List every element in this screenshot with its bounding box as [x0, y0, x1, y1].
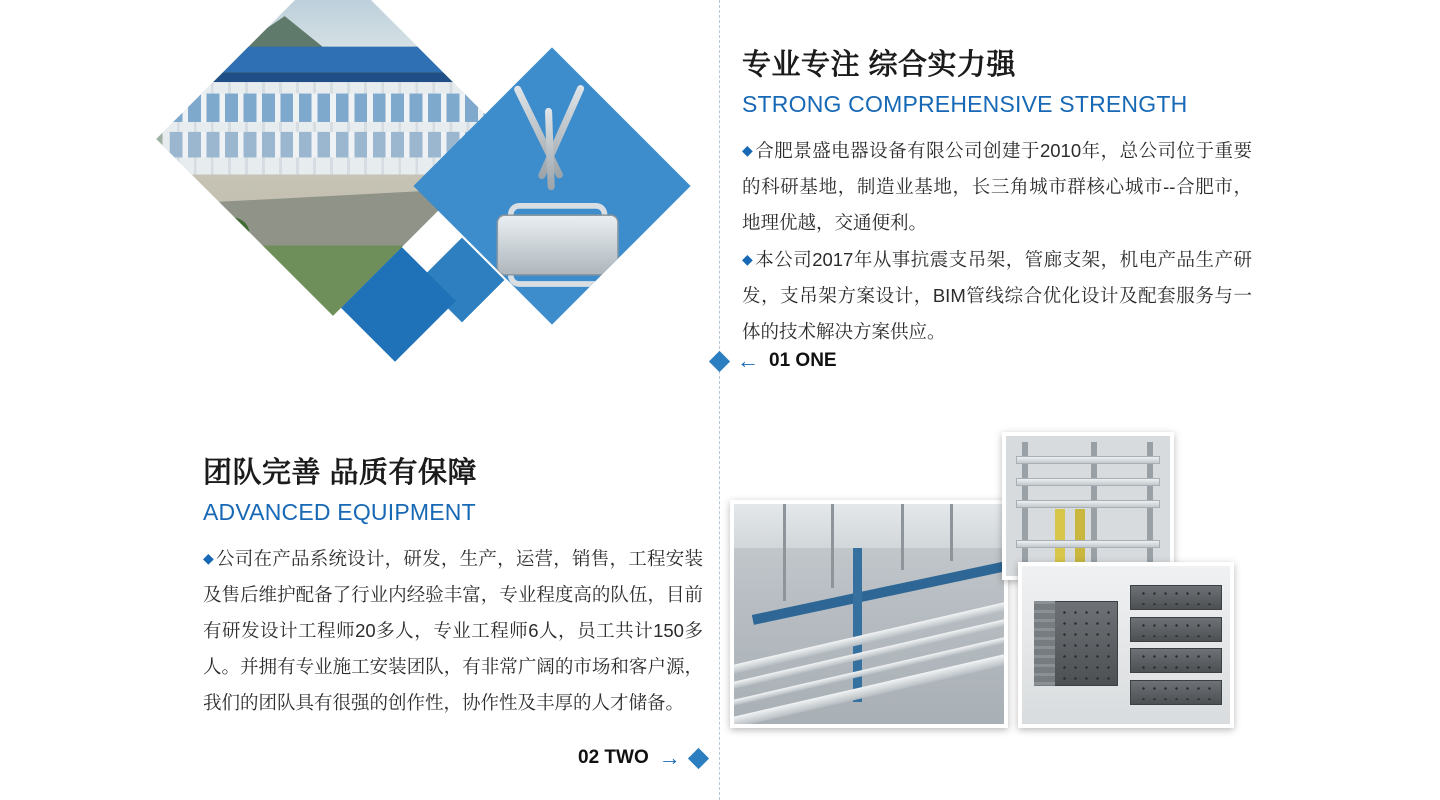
- arrow-right-icon: →: [658, 745, 681, 770]
- section-two-paragraphs: [203, 540, 703, 721]
- cable-tray-stack-photo: [1018, 562, 1234, 728]
- section-two-marker-label: 02 TWO: [578, 747, 649, 768]
- arrow-left-icon: ←: [737, 348, 759, 373]
- section-one-subtitle: STRONG COMPREHENSIVE STRENGTH: [742, 91, 1188, 117]
- section-two-paragraph-1: 公司在产品系统设计，研发，生产，运营，销售，工程安装及售后维护配备了行业内经验丰富，专业程度高的队伍，目前有研发设计工程师20多人，专业工程师6人，员工共计150多人。并拥有专业施工安装团队，有非常广阔的市场和客户源，我们的团队具有很强的创作性，协作性及丰厚的人才储备。: [203, 548, 703, 713]
- cable-rack-photo: [1002, 432, 1174, 580]
- section-one-image-group: [200, 10, 710, 400]
- center-dashed-divider: [719, 0, 720, 800]
- section-one-paragraph-2: 本公司2017年从事抗震支吊架，管廊支架，机电产品生产研发，支吊架方案设计，BIM管线综合优化设计及配套服务与一体的技术解决方案供应。: [742, 249, 1252, 342]
- section-one-paragraphs: [742, 132, 1252, 350]
- diamond-dot-icon: [688, 747, 709, 768]
- diamond-dot-icon: [709, 350, 730, 371]
- section-two-image-group: [730, 432, 1240, 728]
- section-two-text-block: [203, 450, 703, 721]
- section-one-marker: [712, 350, 837, 372]
- installed-pipe-support-photo: [730, 500, 1008, 728]
- section-one-paragraph-1: 合肥景盛电器设备有限公司创建于2010年，总公司位于重要的科研基地，制造业基地，长三角城市群核心城市--合肥市，地理优越，交通便利。: [742, 140, 1252, 233]
- section-two-title: 团队完善 品质有保障: [203, 457, 478, 489]
- section-two-marker: [578, 747, 706, 769]
- bullet-diamond-icon: ◆: [203, 550, 215, 566]
- section-one-title: 专业专注 综合实力强: [742, 49, 1017, 81]
- section-two-subtitle: ADVANCED EQUIPMENT: [203, 499, 476, 525]
- section-one-marker-label: 01 ONE: [769, 350, 837, 371]
- bullet-diamond-icon: ◆: [742, 251, 754, 267]
- section-one-text-block: [742, 42, 1252, 350]
- bullet-diamond-icon: ◆: [742, 142, 754, 158]
